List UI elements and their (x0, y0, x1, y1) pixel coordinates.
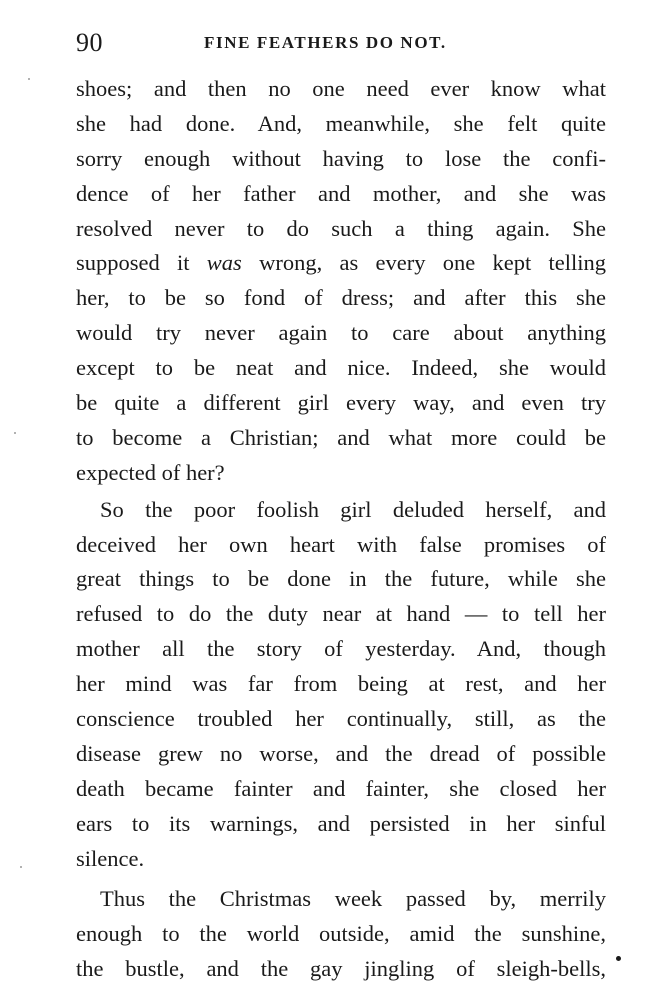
text-line-with-italic: supposed it was wrong, as every one kept telling (76, 250, 606, 276)
emphasized-word: was (206, 250, 242, 276)
text-line: enough to the world outside, amid the sunshine, (76, 921, 606, 947)
text-line: resolved never to do such a thing again. She (76, 215, 606, 241)
text-line: shoes; and then no one need ever know what (76, 76, 606, 101)
text-line: the bustle, and the gay jingling of sleigh-bells, (76, 956, 606, 982)
running-head: FINE FEATHERS DO NOT. (204, 33, 447, 52)
text-line: ears to its warnings, and persisted in her sinful (76, 810, 606, 836)
text-line: would try never again to care about anything (76, 320, 606, 346)
text-line: be quite a different girl every way, and even try (76, 390, 606, 416)
body-text (76, 72, 606, 989)
text-line: Thus the Christmas week passed by, merrily (100, 886, 606, 912)
text-line: sorry enough without having to lose the confi- (76, 145, 606, 171)
paragraph-2 (76, 493, 606, 877)
text-line: death became fainter and fainter, she closed her (76, 775, 606, 801)
paper-speck (20, 866, 22, 868)
text-line: conscience troubled her continually, still, as the (76, 706, 606, 732)
text-line: So the poor foolish girl deluded herself, and (100, 496, 606, 522)
text-line: her, to be so fond of dress; and after this she (76, 285, 606, 311)
text-line: silence. (76, 845, 145, 871)
paragraph-1 (76, 72, 606, 491)
text-line: dence of her father and mother, and she was (76, 180, 606, 206)
text-line: disease grew no worse, and the dread of possible (76, 740, 606, 766)
text-line: expected of her? (76, 459, 225, 485)
text-line: to become a Christian; and what more could be (76, 424, 606, 450)
text-line: deceived her own heart with false promises of (76, 531, 606, 557)
text-line: mother all the story of yesterday. And, though (76, 636, 606, 662)
paper-speck (14, 432, 16, 434)
printer-mark-dot (616, 956, 621, 961)
paper-speck (28, 78, 30, 80)
page-number: 90 (76, 28, 103, 57)
paragraph-3 (76, 882, 606, 987)
text-line: she had done. And, meanwhile, she felt quite (76, 110, 606, 136)
text-line: great things to be done in the future, while she (76, 566, 606, 592)
text-line: her mind was far from being at rest, and her (76, 671, 606, 697)
page-header (76, 28, 606, 58)
text-line: except to be neat and nice. Indeed, she would (76, 355, 606, 381)
text-line: refused to do the duty near at hand — to tell her (76, 601, 606, 627)
